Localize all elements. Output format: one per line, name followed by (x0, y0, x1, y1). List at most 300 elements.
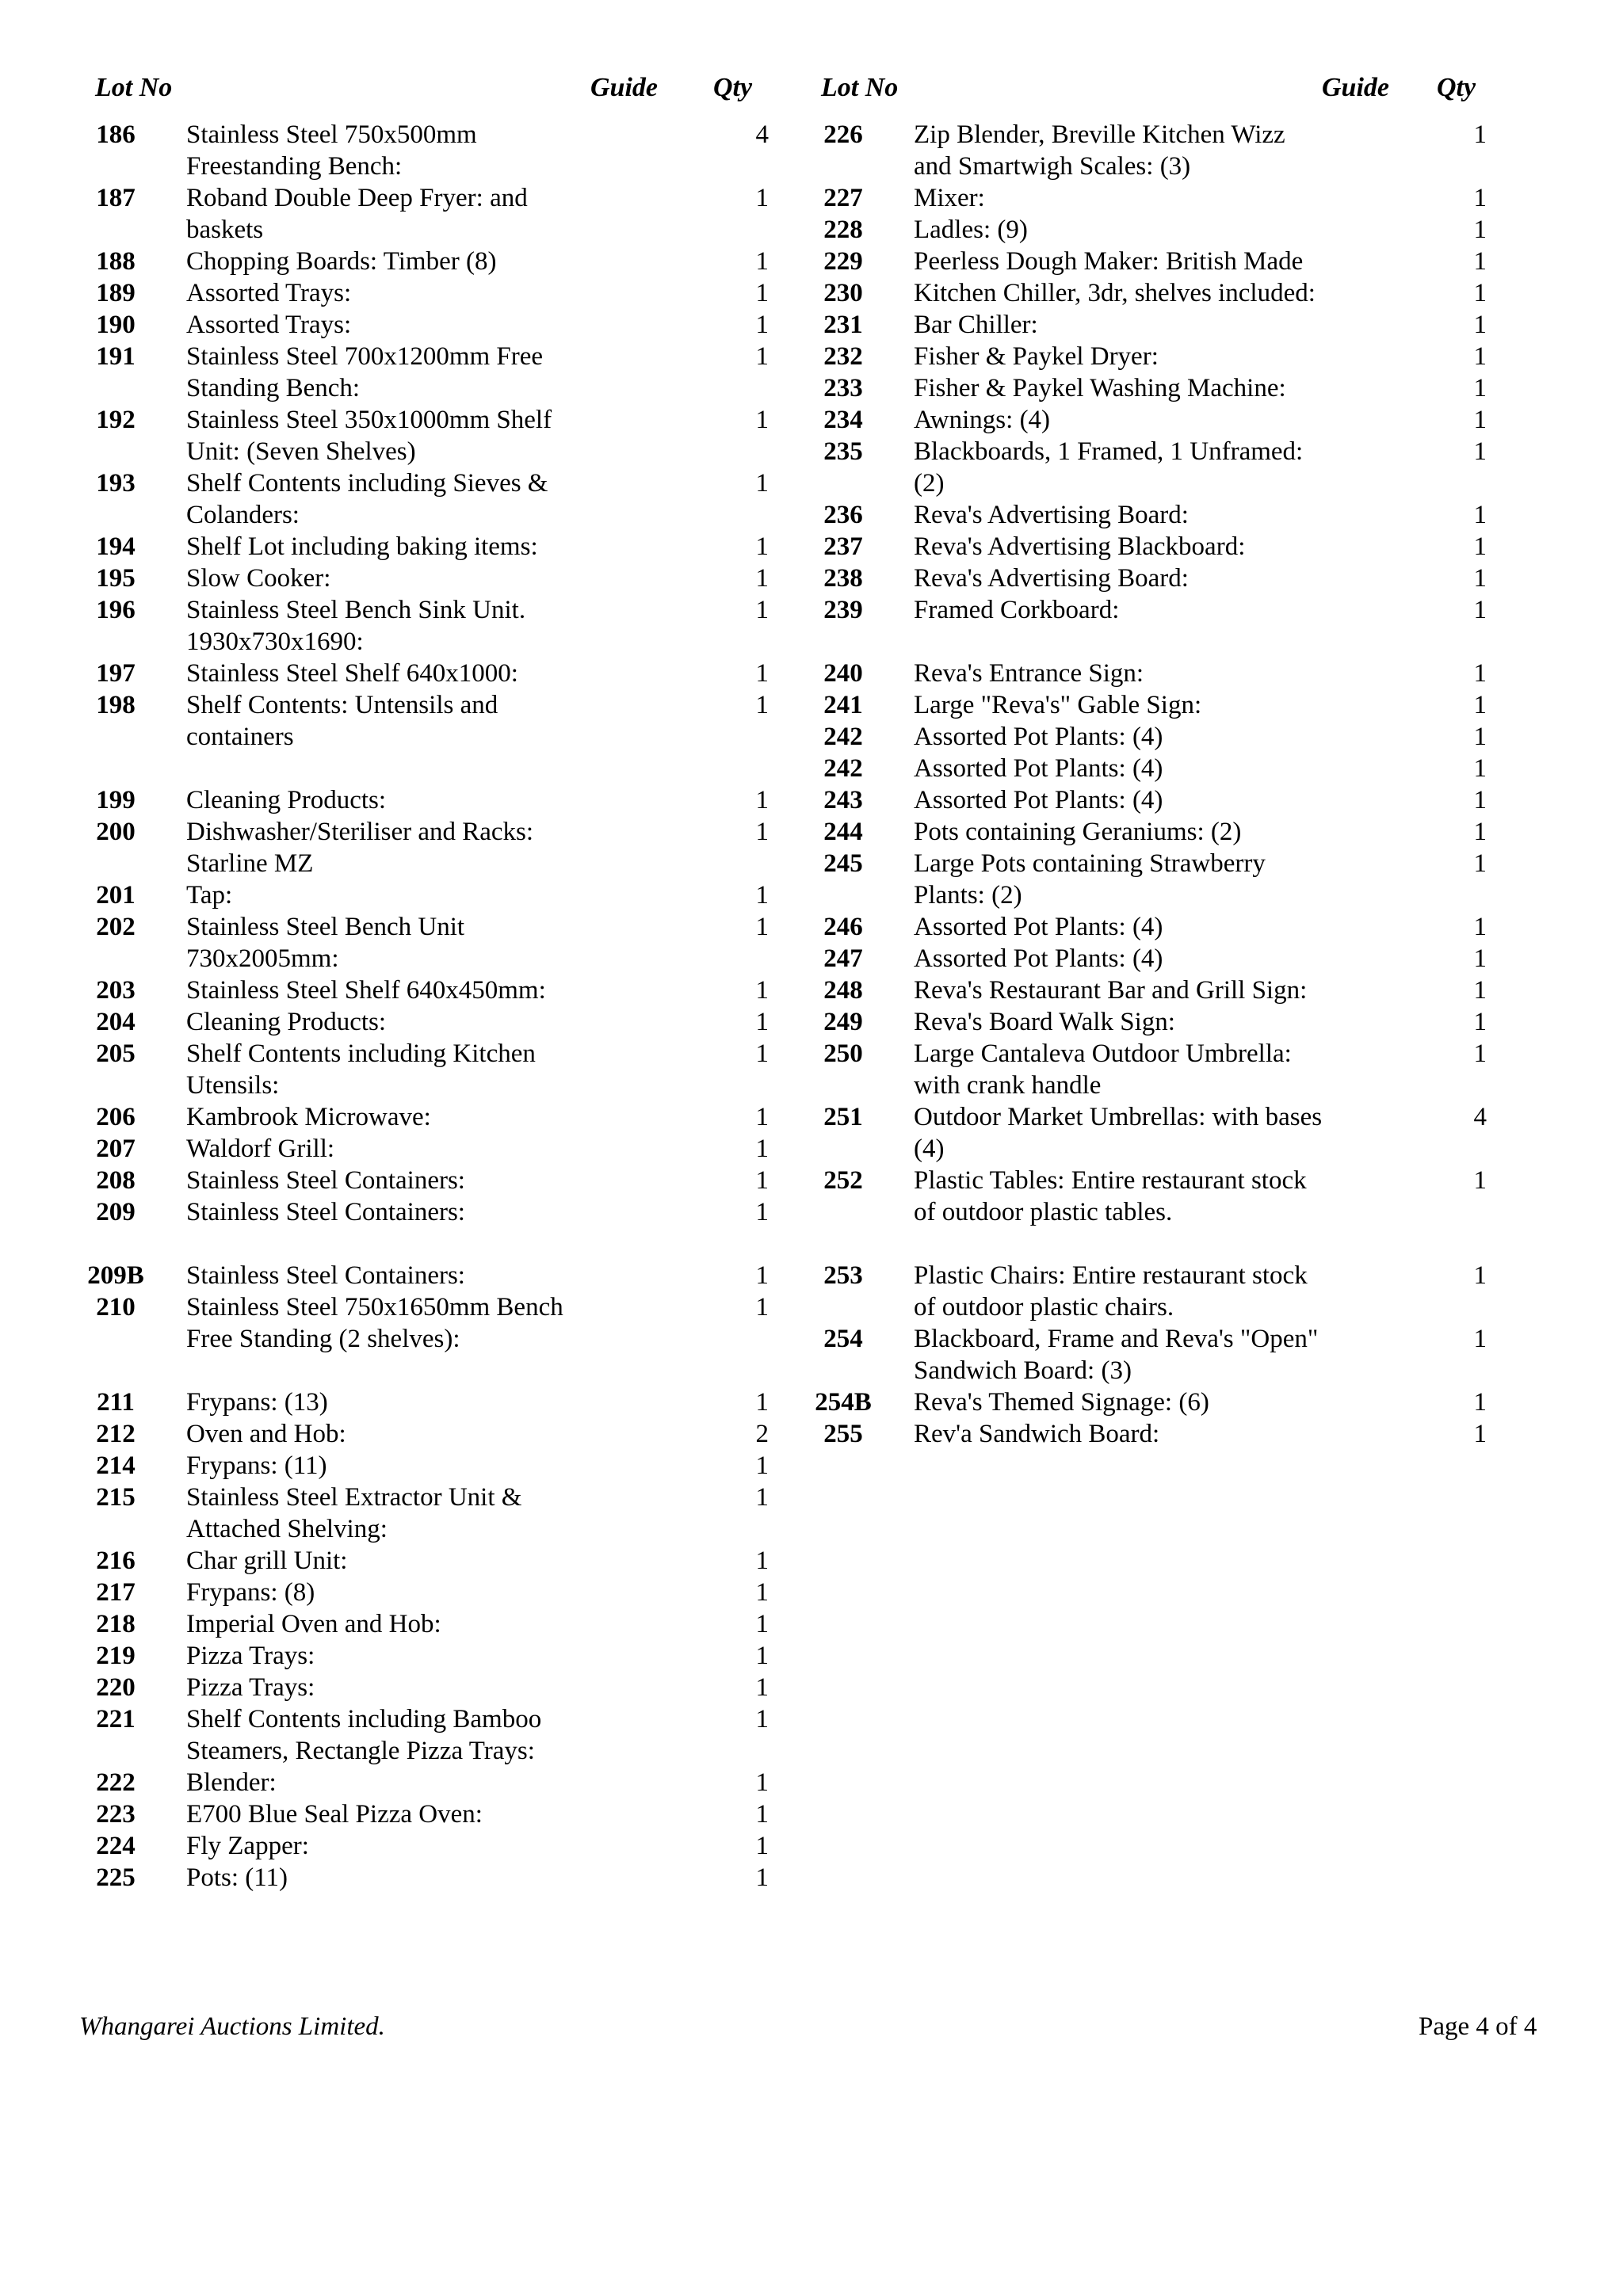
guide-header: Guide (1322, 73, 1389, 102)
lot-number: 207 (96, 1135, 136, 1163)
lot-description: Plastic Chairs: Entire restaurant stock of outdoor plastic chairs. (914, 1261, 1308, 1322)
lot-description: E700 Blue Seal Pizza Oven: (186, 1800, 483, 1829)
lot-number: 242 (823, 723, 863, 751)
lot-row (79, 1196, 769, 1228)
lot-row (807, 1323, 1504, 1386)
lot-number: 254 (823, 1325, 863, 1353)
lot-row (79, 1640, 769, 1672)
lot-qty: 1 (1473, 532, 1487, 561)
company-footer: Whangarei Auctions Limited. (79, 2012, 385, 2041)
lot-number: 227 (823, 184, 863, 212)
left-column (79, 73, 769, 1894)
lot-row (79, 658, 769, 689)
lot-qty: 1 (1473, 406, 1487, 434)
lot-description: Stainless Steel 750x1650mm Bench Free Standing (2 shelves): (186, 1293, 563, 1353)
lot-row (79, 689, 769, 753)
lot-number: 205 (96, 1039, 136, 1068)
lot-number: 221 (96, 1705, 136, 1733)
lot-number: 193 (96, 469, 136, 498)
lot-number: 245 (823, 849, 863, 878)
lot-qty: 1 (755, 596, 769, 624)
lot-number: 252 (823, 1166, 863, 1195)
lot-qty: 1 (755, 1388, 769, 1417)
lot-number: 242 (823, 754, 863, 783)
lot-qty: 1 (1473, 913, 1487, 941)
lot-row (79, 1545, 769, 1577)
lot-row (807, 784, 1504, 816)
lot-row (807, 404, 1504, 436)
lot-row (807, 816, 1504, 848)
lot-number: 187 (96, 184, 136, 212)
lot-row (807, 848, 1504, 911)
lot-qty: 1 (1473, 1261, 1487, 1290)
lot-row (807, 309, 1504, 341)
lot-number: 215 (96, 1483, 136, 1512)
lot-description: Assorted Pot Plants: (4) (914, 944, 1163, 973)
lot-row (807, 246, 1504, 277)
lot-description: Blackboard, Frame and Reva's "Open" Sandwich Board: (3) (914, 1325, 1319, 1385)
lot-qty: 1 (1473, 342, 1487, 371)
lot-qty: 1 (755, 1103, 769, 1131)
qty-header: Qty (713, 73, 753, 102)
lot-description: Zip Blender, Breville Kitchen Wizz and Smartwigh Scales: (3) (914, 120, 1285, 181)
lot-row (807, 277, 1504, 309)
lot-number: 232 (823, 342, 863, 371)
lot-row (807, 563, 1504, 594)
lot-qty: 1 (755, 184, 769, 212)
lot-number: 196 (96, 596, 136, 624)
lot-qty: 1 (755, 311, 769, 339)
lot-description: Frypans: (13) (186, 1388, 328, 1417)
lot-qty: 4 (755, 120, 769, 149)
lot-description: Fisher & Paykel Dryer: (914, 342, 1159, 371)
lot-qty: 1 (755, 1293, 769, 1322)
lot-description: Pizza Trays: (186, 1673, 315, 1702)
lot-qty: 1 (1473, 786, 1487, 814)
lot-qty: 1 (1473, 437, 1487, 466)
lot-row (807, 1101, 1504, 1165)
lot-row (807, 531, 1504, 563)
lot-number: 223 (96, 1800, 136, 1829)
lot-number: 191 (96, 342, 136, 371)
lot-number: 203 (96, 976, 136, 1005)
lot-row (79, 1101, 769, 1133)
lot-row (807, 658, 1504, 689)
lot-number: 220 (96, 1673, 136, 1702)
lot-qty: 1 (755, 247, 769, 276)
lot-qty: 1 (755, 1039, 769, 1068)
lot-row (79, 1798, 769, 1830)
lot-description: Blender: (186, 1768, 277, 1797)
lot-number: 237 (823, 532, 863, 561)
lot-qty: 2 (755, 1420, 769, 1448)
lot-description: Reva's Entrance Sign: (914, 659, 1144, 688)
lot-description: Stainless Steel Containers: (186, 1198, 465, 1226)
lot-description: Cleaning Products: (186, 786, 387, 814)
lot-description: Reva's Themed Signage: (6) (914, 1388, 1209, 1417)
lot-description: Stainless Steel 750x500mm Freestanding Bench: (186, 120, 477, 181)
lot-qty: 1 (755, 881, 769, 910)
lot-row (79, 246, 769, 277)
lot-description: Tap: (186, 881, 233, 910)
lot-number: 238 (823, 564, 863, 593)
lot-number: 190 (96, 311, 136, 339)
lot-description: Stainless Steel Extractor Unit & Attached Shelving: (186, 1483, 522, 1543)
lot-description: Pots: (11) (186, 1863, 288, 1892)
lot-qty: 1 (1473, 818, 1487, 846)
lot-row (807, 1418, 1504, 1450)
lot-number: 235 (823, 437, 863, 466)
lot-qty: 1 (1473, 1166, 1487, 1195)
lot-description: Chopping Boards: Timber (8) (186, 247, 497, 276)
lot-row (807, 689, 1504, 721)
lot-row (79, 1577, 769, 1608)
lot-description: Stainless Steel 700x1200mm Free Standing Bench: (186, 342, 544, 402)
lot-description: Stainless Steel Bench Sink Unit. 1930x730x1690: (186, 596, 526, 656)
lot-qty: 1 (1473, 691, 1487, 719)
lot-qty: 1 (755, 691, 769, 719)
lot-qty: 1 (1473, 184, 1487, 212)
lot-qty: 1 (755, 786, 769, 814)
lot-row (807, 911, 1504, 943)
lot-row (79, 404, 769, 467)
lot-row (79, 784, 769, 816)
lot-number: 199 (96, 786, 136, 814)
lot-qty: 1 (1473, 596, 1487, 624)
lot-description: Large "Reva's" Gable Sign: (914, 691, 1202, 719)
lot-qty: 1 (1473, 1325, 1487, 1353)
lot-description: Stainless Steel Containers: (186, 1261, 465, 1290)
lot-qty: 1 (755, 976, 769, 1005)
lot-number: 247 (823, 944, 863, 973)
lot-description: Assorted Pot Plants: (4) (914, 723, 1163, 751)
lot-description: Fisher & Paykel Washing Machine: (914, 374, 1286, 402)
lot-number: 200 (96, 818, 136, 846)
lot-qty: 1 (1473, 215, 1487, 244)
lot-description: Assorted Trays: (186, 279, 352, 307)
lot-description: Shelf Lot including baking items: (186, 532, 538, 561)
lot-description: Ladles: (9) (914, 215, 1028, 244)
lot-row (79, 563, 769, 594)
lot-number: 206 (96, 1103, 136, 1131)
lot-number: 211 (97, 1388, 135, 1417)
lot-row (79, 119, 769, 182)
lot-number: 231 (823, 311, 863, 339)
lot-row (807, 119, 1504, 182)
lot-number: 225 (96, 1863, 136, 1892)
lot-description: Frypans: (8) (186, 1578, 315, 1607)
lot-row (79, 1767, 769, 1798)
lot-number: 243 (823, 786, 863, 814)
lot-description: Outdoor Market Umbrellas: with bases (4) (914, 1103, 1323, 1163)
lot-qty: 1 (1473, 976, 1487, 1005)
lot-description: Kitchen Chiller, 3dr, shelves included: (914, 279, 1316, 307)
right-column (807, 73, 1504, 1450)
right-column-header (807, 73, 1504, 119)
lot-qty: 1 (755, 1863, 769, 1892)
left-column-header (79, 73, 769, 119)
lot-qty: 1 (755, 1800, 769, 1829)
lot-description: Reva's Advertising Board: (914, 501, 1189, 529)
lot-row (79, 1291, 769, 1355)
lot-description: Bar Chiller: (914, 311, 1038, 339)
lot-description: Peerless Dough Maker: British Made (914, 247, 1304, 276)
lot-qty: 1 (1473, 311, 1487, 339)
lot-description: Shelf Contents: Untensils and containers (186, 691, 498, 751)
lot-qty: 4 (1473, 1103, 1487, 1131)
lot-description: Reva's Restaurant Bar and Grill Sign: (914, 976, 1308, 1005)
lot-number: 246 (823, 913, 863, 941)
lot-description: Roband Double Deep Fryer: and baskets (186, 184, 528, 244)
lot-number: 222 (96, 1768, 136, 1797)
lot-description: Large Cantaleva Outdoor Umbrella: with crank handle (914, 1039, 1292, 1100)
lot-row (79, 182, 769, 246)
lot-description: Assorted Trays: (186, 311, 352, 339)
lot-qty: 1 (755, 532, 769, 561)
lot-qty: 1 (755, 659, 769, 688)
lot-description: Large Pots containing Strawberry Plants: (2) (914, 849, 1266, 910)
lot-number: 195 (96, 564, 136, 593)
lot-number: 224 (96, 1832, 136, 1860)
lot-row (807, 1006, 1504, 1038)
lot-description: Reva's Board Walk Sign: (914, 1008, 1175, 1036)
lot-description: Dishwasher/Steriliser and Racks: Starline MZ (186, 818, 534, 878)
lot-qty: 1 (755, 818, 769, 846)
lot-row (79, 1862, 769, 1894)
lot-qty: 1 (1473, 501, 1487, 529)
lot-number: 202 (96, 913, 136, 941)
lot-number: 201 (96, 881, 136, 910)
lot-description: Shelf Contents including Kitchen Utensils: (186, 1039, 536, 1100)
lot-qty: 1 (1473, 1388, 1487, 1417)
lot-number: 218 (96, 1610, 136, 1638)
lot-qty: 1 (755, 1610, 769, 1638)
lot-row (79, 1830, 769, 1862)
lot-row (79, 816, 769, 879)
page-number: Page 4 of 4 (1419, 2012, 1537, 2041)
lot-number: 204 (96, 1008, 136, 1036)
lot-description: Assorted Pot Plants: (4) (914, 786, 1163, 814)
lot-number: 209B (87, 1261, 144, 1290)
lot-number: 198 (96, 691, 136, 719)
lot-description: Stainless Steel Bench Unit 730x2005mm: (186, 913, 465, 973)
lot-description: Pots containing Geraniums: (2) (914, 818, 1242, 846)
lot-number: 226 (823, 120, 863, 149)
lot-row (79, 309, 769, 341)
right-lot-list (807, 119, 1504, 1450)
lot-description: Fly Zapper: (186, 1832, 309, 1860)
lot-qty: 1 (1473, 374, 1487, 402)
lot-description: Reva's Advertising Board: (914, 564, 1189, 593)
lot-row (79, 879, 769, 911)
lot-qty: 1 (755, 913, 769, 941)
lot-row (79, 1386, 769, 1418)
lot-row (807, 436, 1504, 499)
lot-qty: 1 (1473, 120, 1487, 149)
lot-number: 197 (96, 659, 136, 688)
lot-qty: 1 (755, 1642, 769, 1670)
lot-row (79, 1260, 769, 1291)
lot-row (807, 214, 1504, 246)
lot-qty: 1 (755, 1451, 769, 1480)
lot-number: 209 (96, 1198, 136, 1226)
lot-number: 250 (823, 1039, 863, 1068)
lot-number: 251 (823, 1103, 863, 1131)
lot-row (807, 341, 1504, 372)
lot-row (807, 499, 1504, 531)
lot-description: Mixer: (914, 184, 985, 212)
lot-qty: 1 (755, 342, 769, 371)
lot-number: 248 (823, 976, 863, 1005)
lot-row (79, 1006, 769, 1038)
lot-number: 239 (823, 596, 863, 624)
lot-number: 186 (96, 120, 136, 149)
lot-number: 228 (823, 215, 863, 244)
lot-description: Stainless Steel 350x1000mm Shelf Unit: (Seven Shelves) (186, 406, 552, 466)
lot-number: 255 (823, 1420, 863, 1448)
lot-qty: 1 (755, 406, 769, 434)
lot-qty: 1 (1473, 754, 1487, 783)
lot-qty: 1 (1473, 659, 1487, 688)
lot-qty: 1 (755, 469, 769, 498)
lot-qty: 1 (1473, 723, 1487, 751)
lot-number: 229 (823, 247, 863, 276)
lot-number: 236 (823, 501, 863, 529)
lot-qty: 1 (1473, 564, 1487, 593)
lot-no-header: Lot No (821, 73, 899, 102)
lot-number: 210 (96, 1293, 136, 1322)
lot-description: Rev'a Sandwich Board: (914, 1420, 1160, 1448)
lot-row (79, 1133, 769, 1165)
lot-row (807, 1260, 1504, 1323)
lot-number: 254B (815, 1388, 872, 1417)
lot-qty: 1 (1473, 1039, 1487, 1068)
lot-row (79, 911, 769, 974)
lot-qty: 1 (755, 1832, 769, 1860)
lot-qty: 1 (1473, 1008, 1487, 1036)
lot-row (807, 974, 1504, 1006)
lot-row (807, 721, 1504, 753)
lot-description: Blackboards, 1 Framed, 1 Unframed: (2) (914, 437, 1304, 498)
guide-header: Guide (590, 73, 658, 102)
lot-row (807, 1038, 1504, 1101)
lot-description: Assorted Pot Plants: (4) (914, 754, 1163, 783)
lot-description: Stainless Steel Containers: (186, 1166, 465, 1195)
lot-description: Imperial Oven and Hob: (186, 1610, 441, 1638)
lot-qty: 1 (755, 1768, 769, 1797)
lot-qty: 1 (755, 1166, 769, 1195)
lot-row (79, 1672, 769, 1703)
lot-row (807, 1386, 1504, 1418)
lot-row (807, 943, 1504, 974)
lot-number: 253 (823, 1261, 863, 1290)
lot-qty: 1 (1473, 1420, 1487, 1448)
lot-number: 249 (823, 1008, 863, 1036)
lot-row (79, 1165, 769, 1196)
lot-description: Waldorf Grill: (186, 1135, 335, 1163)
lot-row (79, 1450, 769, 1482)
lot-row (807, 1165, 1504, 1228)
lot-qty: 1 (755, 1578, 769, 1607)
lot-description: Kambrook Microwave: (186, 1103, 431, 1131)
lot-number: 189 (96, 279, 136, 307)
lot-row (79, 277, 769, 309)
lot-row (79, 1703, 769, 1767)
lot-qty: 1 (755, 1261, 769, 1290)
lot-row (79, 594, 769, 658)
lot-qty: 1 (755, 1135, 769, 1163)
lot-number: 192 (96, 406, 136, 434)
lot-qty: 1 (755, 1008, 769, 1036)
lot-description: Stainless Steel Shelf 640x450mm: (186, 976, 546, 1005)
lot-number: 212 (96, 1420, 136, 1448)
lot-number: 188 (96, 247, 136, 276)
lot-description: Plastic Tables: Entire restaurant stock of outdoor plastic tables. (914, 1166, 1307, 1226)
lot-description: Slow Cooker: (186, 564, 331, 593)
left-lot-list (79, 119, 769, 1894)
lot-qty: 1 (755, 1483, 769, 1512)
lot-description: Framed Corkboard: (914, 596, 1120, 624)
lot-description: Shelf Contents including Sieves & Colanders: (186, 469, 548, 529)
lot-description: Assorted Pot Plants: (4) (914, 913, 1163, 941)
lot-row (79, 1608, 769, 1640)
lot-number: 230 (823, 279, 863, 307)
lot-number: 208 (96, 1166, 136, 1195)
lot-number: 216 (96, 1547, 136, 1575)
lot-description: Char grill Unit: (186, 1547, 348, 1575)
lot-description: Reva's Advertising Blackboard: (914, 532, 1246, 561)
lot-row (807, 182, 1504, 214)
lot-row (79, 341, 769, 404)
lot-row (807, 594, 1504, 626)
lot-description: Frypans: (11) (186, 1451, 327, 1480)
lot-description: Stainless Steel Shelf 640x1000: (186, 659, 518, 688)
lot-no-header: Lot No (95, 73, 173, 102)
lot-qty: 1 (755, 279, 769, 307)
lot-row (807, 372, 1504, 404)
lot-number: 219 (96, 1642, 136, 1670)
lot-qty: 1 (1473, 849, 1487, 878)
lot-description: Shelf Contents including Bamboo Steamers, Rectangle Pizza Trays: (186, 1705, 542, 1765)
lot-number: 194 (96, 532, 136, 561)
lot-qty: 1 (1473, 279, 1487, 307)
lot-number: 234 (823, 406, 863, 434)
lot-number: 244 (823, 818, 863, 846)
lot-qty: 1 (755, 1673, 769, 1702)
lot-row (79, 531, 769, 563)
lot-qty: 1 (755, 1198, 769, 1226)
lot-row (79, 1038, 769, 1101)
lot-description: Pizza Trays: (186, 1642, 315, 1670)
lot-number: 233 (823, 374, 863, 402)
lot-row (79, 1482, 769, 1545)
lot-qty: 1 (755, 564, 769, 593)
lot-description: Cleaning Products: (186, 1008, 387, 1036)
lot-number: 241 (823, 691, 863, 719)
lot-row (79, 467, 769, 531)
qty-header: Qty (1437, 73, 1476, 102)
lot-number: 214 (96, 1451, 136, 1480)
lot-description: Oven and Hob: (186, 1420, 346, 1448)
lot-qty: 1 (755, 1705, 769, 1733)
lot-qty: 1 (1473, 247, 1487, 276)
lot-number: 217 (96, 1578, 136, 1607)
lot-qty: 1 (1473, 944, 1487, 973)
lot-number: 240 (823, 659, 863, 688)
lot-row (79, 1418, 769, 1450)
lot-qty: 1 (755, 1547, 769, 1575)
lot-description: Awnings: (4) (914, 406, 1051, 434)
